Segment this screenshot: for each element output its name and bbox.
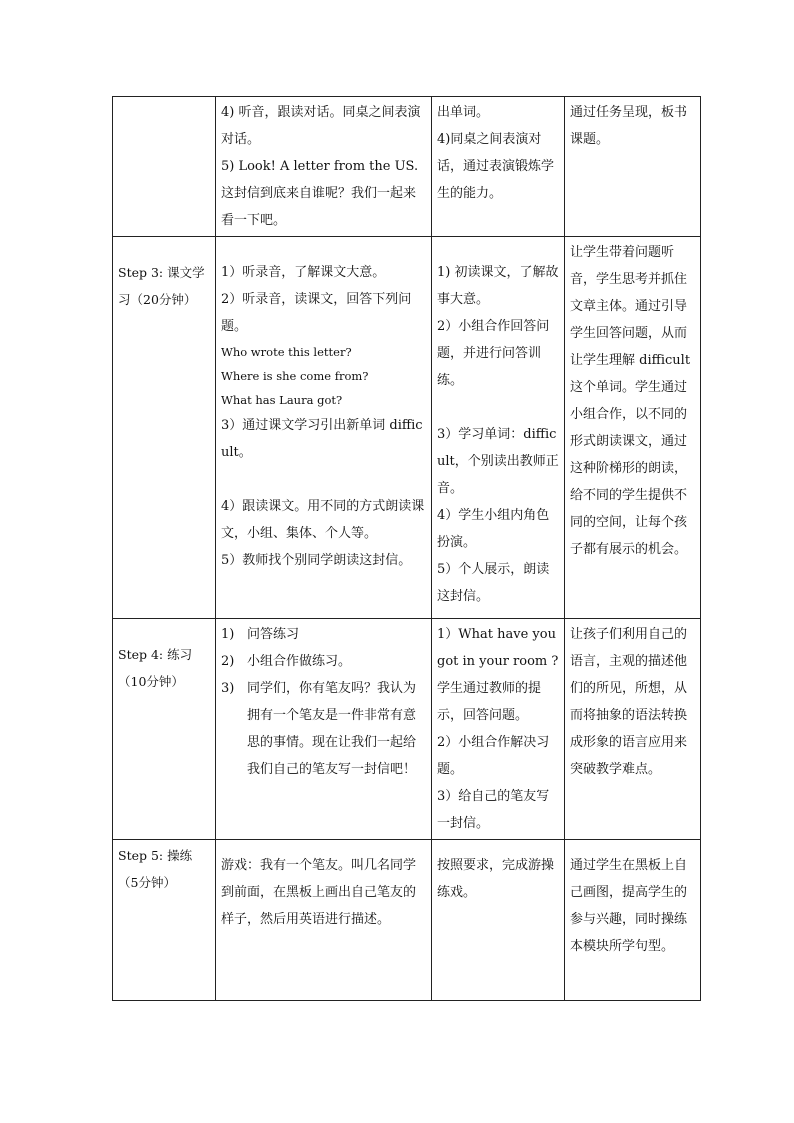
student-activity-cell xyxy=(432,840,565,1001)
student-line: 1）What have you got in your room ?学生通过教师的提示，回答问题。 xyxy=(437,627,559,723)
purpose-cell xyxy=(565,619,701,840)
teacher-line: 4) 听音，跟读对话。同桌之间表演对话。 xyxy=(221,105,421,147)
student-line: 4)同桌之间表演对话，通过表演锻炼学生的能力。 xyxy=(437,132,555,201)
step-cell xyxy=(113,619,216,840)
teacher-line: 1）听录音，了解课文大意。 xyxy=(221,265,386,280)
table-row xyxy=(113,237,701,619)
purpose-text: 通过学生在黑板上自己画图，提高学生的参与兴趣，同时操练本模块所学句型。 xyxy=(570,858,688,954)
student-line: 2）小组合作回答问题，并进行问答训练。 xyxy=(437,319,550,388)
step-label: Step 5: 操练（5分钟） xyxy=(118,848,193,890)
teacher-activity-cell xyxy=(216,619,432,840)
student-line: 5）个人展示，朗读这封信。 xyxy=(437,562,550,604)
teacher-activity-cell xyxy=(216,97,432,237)
purpose-text: 让学生带着问题听音，学生思考并抓住文章主体。通过引导学生回答问题，从而让学生理解 difficult 这个单词。学生通过小组合作，以不同的形式朗读课文，通过这种阶梯形的朗读，给不同的学生提供不同的空间，让每个孩子都有展示的机会。 xyxy=(570,245,691,557)
step-cell xyxy=(113,97,216,237)
teacher-line: 4）跟读课文。用不同的方式朗读课文，小组、集体、个人等。 xyxy=(221,499,425,541)
student-line: 3）给自己的笔友写一封信。 xyxy=(437,789,550,831)
teacher-line: 3）通过课文学习引出新单词 difficult。 xyxy=(221,418,423,460)
student-line: 4）学生小组内角色扮演。 xyxy=(437,508,550,550)
teacher-line: 3) 同学们，你有笔友吗？我认为拥有一个笔友是一件非常有意思的事情。现在让我们一起给我们自己的笔友写一封信吧！ xyxy=(221,681,417,777)
student-line: 按照要求，完成游操练戏。 xyxy=(437,858,555,900)
question-line: Who wrote this letter? xyxy=(221,345,352,359)
teacher-activity-cell xyxy=(216,840,432,1001)
purpose-text: 通过任务呈现，板书课题。 xyxy=(570,105,688,147)
student-activity-cell xyxy=(432,97,565,237)
teacher-line: 2）听录音，读课文，回答下列问题。 xyxy=(221,292,412,334)
step-cell xyxy=(113,237,216,619)
table-row xyxy=(113,840,701,1001)
purpose-cell xyxy=(565,840,701,1001)
lesson-plan-table xyxy=(112,96,701,1001)
teacher-line: 游戏：我有一个笔友。叫几名同学到前面，在黑板上画出自己笔友的样子，然后用英语进行描述。 xyxy=(221,858,417,927)
teacher-line: 2) 小组合作做练习。 xyxy=(221,654,352,669)
student-line: 1) 初读课文，了解故事大意。 xyxy=(437,265,559,307)
student-activity-cell xyxy=(432,237,565,619)
teacher-line: 5) Look! A letter from the US. 这封信到底来自谁呢？我们一起来看一下吧。 xyxy=(221,159,419,228)
step-cell xyxy=(113,840,216,1001)
step-label: Step 4: 练习（10分钟） xyxy=(118,647,193,689)
question-line: Where is she come from? xyxy=(221,369,369,383)
table-row xyxy=(113,619,701,840)
student-line: 3）学习单词：difficult，个别读出教师正音。 xyxy=(437,427,559,496)
student-line: 2）小组合作解决习题。 xyxy=(437,735,550,777)
purpose-text: 让孩子们利用自己的语言，主观的描述他们的所见，所想，从而将抽象的语法转换成形象的语言应用来突破教学难点。 xyxy=(570,627,688,777)
teacher-line: 5）教师找个别同学朗读这封信。 xyxy=(221,553,412,568)
teacher-line: 1) 问答练习 xyxy=(221,627,300,642)
table-row xyxy=(113,97,701,237)
student-activity-cell xyxy=(432,619,565,840)
step-label: Step 3: 课文学习（20分钟） xyxy=(118,265,205,307)
purpose-cell xyxy=(565,237,701,619)
teacher-activity-cell xyxy=(216,237,432,619)
purpose-cell xyxy=(565,97,701,237)
question-line: What has Laura got? xyxy=(221,393,343,407)
student-line: 出单词。 xyxy=(437,105,490,120)
